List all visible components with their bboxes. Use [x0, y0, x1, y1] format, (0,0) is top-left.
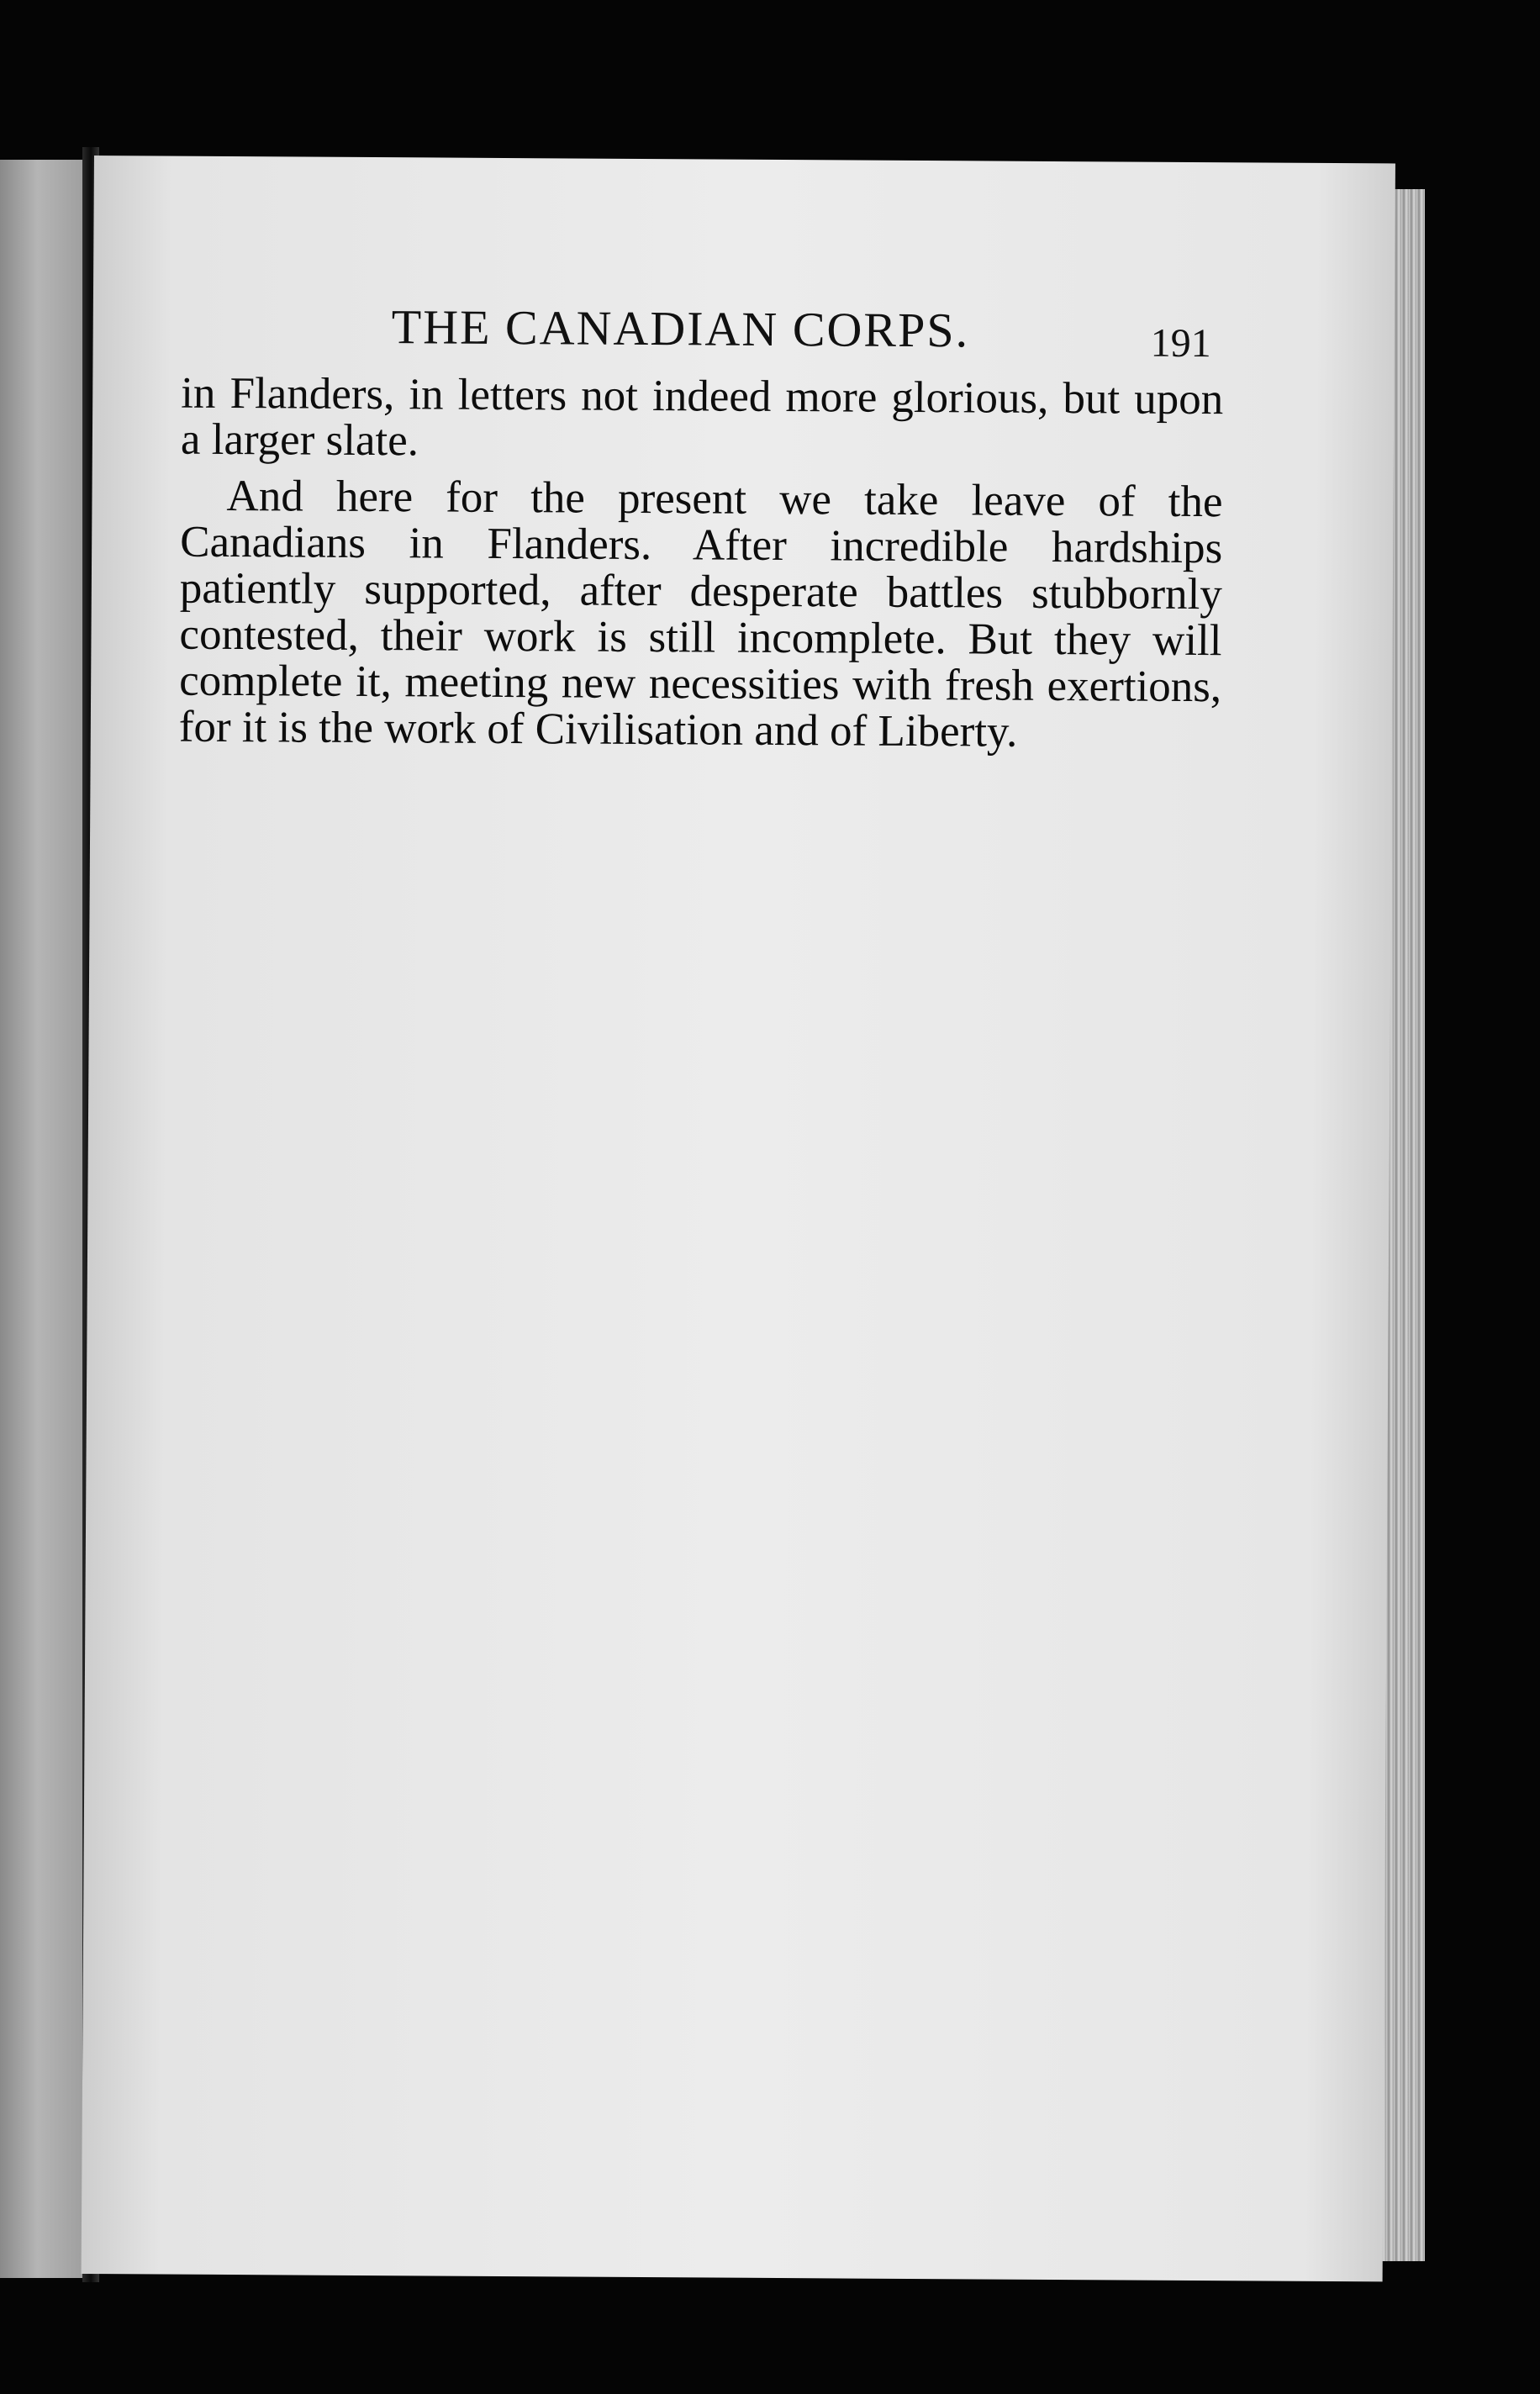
book-page — [82, 156, 1395, 2281]
page-number: 191 — [1150, 320, 1211, 366]
show-through-texture — [209, 862, 1309, 1962]
body-text — [178, 368, 1224, 757]
left-page-edge — [0, 160, 94, 2278]
paragraph-1: in Flanders, in letters not indeed more glorious, but upon a larger slate. — [180, 368, 1224, 466]
paragraph-2: And here for the present we take leave of the Canadians in Flanders. After incredible hardships patiently supported, after desperate battles stubbornly contested, their work is still incomplete. But they will complete it, meeting new necessities with fresh exertions, for it is the work of Civilisation and of Liberty. — [178, 471, 1223, 757]
running-head: THE CANADIAN CORPS. — [391, 299, 970, 358]
